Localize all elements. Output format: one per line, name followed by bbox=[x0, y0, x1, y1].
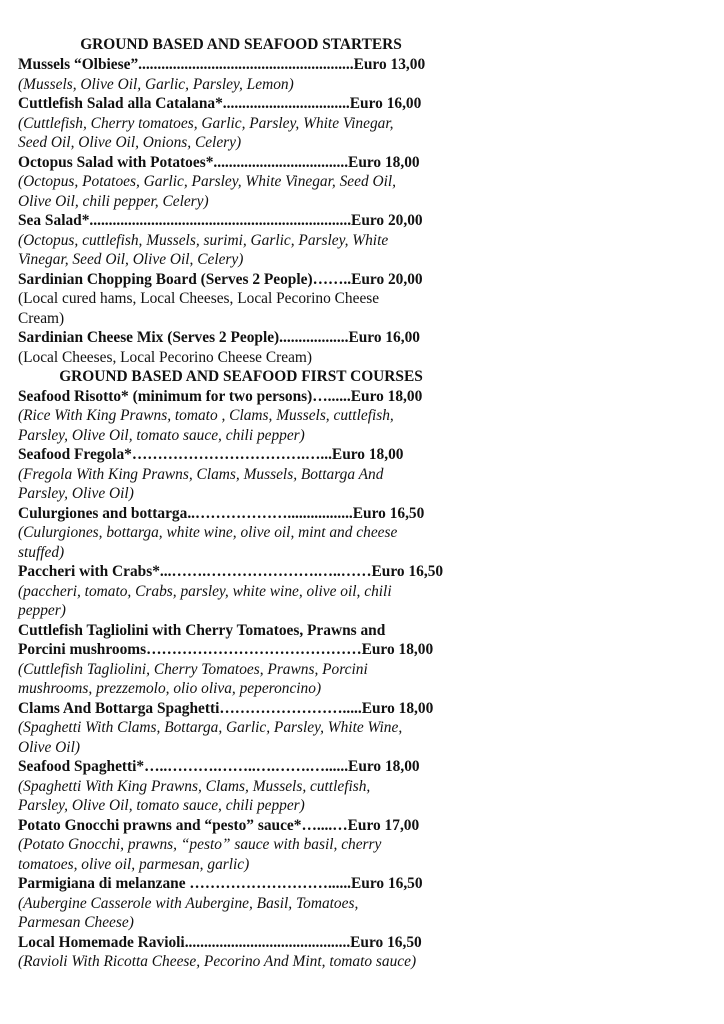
menu-item-description: Olive Oil, chili pepper, Celery) bbox=[18, 193, 209, 210]
menu-item-description: Cream) bbox=[18, 310, 65, 327]
menu-item-description: (Local Cheeses, Local Pecorino Cheese Cream) bbox=[18, 349, 313, 366]
menu-item-description: (Cuttlefish Tagliolini, Cherry Tomatoes, Prawns, Porcini bbox=[18, 661, 368, 678]
menu-item-name: Cuttlefish Salad alla Catalana*.................................Euro 16,00 bbox=[18, 95, 422, 112]
menu-item-name: Parmigiana di melanzane ………………………......Euro 16,50 bbox=[18, 875, 423, 892]
menu-item-description: tomatoes, olive oil, parmesan, garlic) bbox=[18, 856, 250, 873]
menu-item-name: Sardinian Chopping Board (Serves 2 People)……..Euro 20,00 bbox=[18, 271, 423, 288]
menu-item-name: Potato Gnocchi prawns and “pesto” sauce*…....…Euro 17,00 bbox=[18, 817, 420, 834]
menu-item-description: Parmesan Cheese) bbox=[18, 914, 134, 931]
section-title-first-courses: GROUND BASED AND SEAFOOD FIRST COURSES bbox=[59, 368, 423, 385]
menu-item-name: Seafood Spaghetti*…..……….……..….…….…......Euro 18,00 bbox=[18, 758, 420, 775]
menu-item-description: (paccheri, tomato, Crabs, parsley, white wine, olive oil, chili bbox=[18, 583, 392, 600]
section-title-starters: GROUND BASED AND SEAFOOD STARTERS bbox=[80, 36, 402, 53]
menu-item-description: Olive Oil) bbox=[18, 739, 80, 756]
menu-item-name: Paccheri with Crabs*...…….………………….…..……Euro 16,50 bbox=[18, 563, 444, 580]
menu-item-name: Mussels “Olbiese”........................................................Euro 13,00 bbox=[18, 56, 426, 73]
menu-item-name: Sea Salad*....................................................................Euro 20,00 bbox=[18, 212, 423, 229]
menu-item-name: Culurgiones and bottarga..……………….................Euro 16,50 bbox=[18, 505, 425, 522]
menu-item-description: Parsley, Olive Oil, tomato sauce, chili pepper) bbox=[18, 427, 305, 444]
menu-item-description: Vinegar, Seed Oil, Olive Oil, Celery) bbox=[18, 251, 244, 268]
menu-item-description: stuffed) bbox=[18, 544, 65, 561]
menu-item-description: (Cuttlefish, Cherry tomatoes, Garlic, Parsley, White Vinegar, bbox=[18, 115, 394, 132]
menu-item-description: (Octopus, Potatoes, Garlic, Parsley, White Vinegar, Seed Oil, bbox=[18, 173, 397, 190]
menu-item-description: (Potato Gnocchi, prawns, “pesto” sauce with basil, cherry bbox=[18, 836, 382, 853]
menu-item-name: Seafood Fregola*…………………………….…...Euro 18,00 bbox=[18, 446, 404, 463]
menu-item-name: Clams And Bottarga Spaghetti…………………….....Euro 18,00 bbox=[18, 700, 434, 717]
menu-item-description: (Rice With King Prawns, tomato , Clams, Mussels, cuttlefish, bbox=[18, 407, 394, 424]
menu-item-description: (Spaghetti With Clams, Bottarga, Garlic, Parsley, White Wine, bbox=[18, 719, 403, 736]
menu-item-description: (Mussels, Olive Oil, Garlic, Parsley, Lemon) bbox=[18, 76, 294, 93]
menu-item-description: (Ravioli With Ricotta Cheese, Pecorino And Mint, tomato sauce) bbox=[18, 953, 417, 970]
menu-item-description: Parsley, Olive Oil) bbox=[18, 485, 134, 502]
menu-item-description: (Spaghetti With King Prawns, Clams, Mussels, cuttlefish, bbox=[18, 778, 371, 795]
menu-item-description: (Culurgiones, bottarga, white wine, olive oil, mint and cheese bbox=[18, 524, 398, 541]
menu-item-description: pepper) bbox=[18, 602, 66, 619]
menu-item-description: mushrooms, prezzemolo, olio oliva, peperoncino) bbox=[18, 680, 322, 697]
menu-item-name: Octopus Salad with Potatoes*...................................Euro 18,00 bbox=[18, 154, 420, 171]
menu-item-name: Cuttlefish Tagliolini with Cherry Tomatoes, Prawns and bbox=[18, 622, 386, 639]
menu-item-name: Porcini mushrooms……………………………………Euro 18,00 bbox=[18, 641, 434, 658]
menu-item-description: (Fregola With King Prawns, Clams, Mussels, Bottarga And bbox=[18, 466, 384, 483]
menu-item-description: Parsley, Olive Oil, tomato sauce, chili pepper) bbox=[18, 797, 305, 814]
menu-item-name: Seafood Risotto* (minimum for two persons)…......Euro 18,00 bbox=[18, 388, 423, 405]
menu-item-name: Local Homemade Ravioli...........................................Euro 16,50 bbox=[18, 934, 422, 951]
menu-item-name: Sardinian Cheese Mix (Serves 2 People)..................Euro 16,00 bbox=[18, 329, 420, 346]
menu-item-description: Seed Oil, Olive Oil, Onions, Celery) bbox=[18, 134, 242, 151]
menu-item-description: (Local cured hams, Local Cheeses, Local Pecorino Cheese bbox=[18, 290, 380, 307]
menu-item-description: (Aubergine Casserole with Aubergine, Basil, Tomatoes, bbox=[18, 895, 359, 912]
menu-item-description: (Octopus, cuttlefish, Mussels, surimi, Garlic, Parsley, White bbox=[18, 232, 389, 249]
